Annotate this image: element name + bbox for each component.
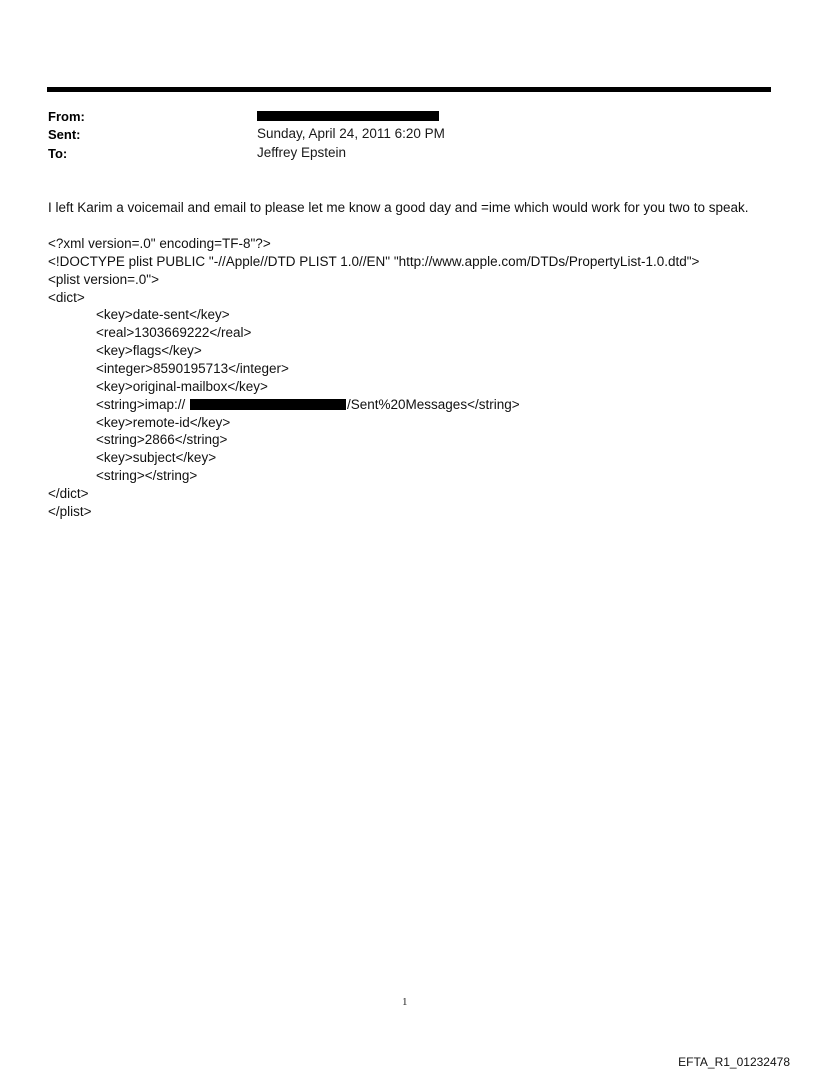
plist-open-tag: <plist version=.0">	[48, 272, 159, 287]
string-remote-id: <string>2866</string>	[96, 432, 228, 447]
key-original-mailbox: <key>original-mailbox</key>	[96, 379, 268, 394]
sent-value: Sunday, April 24, 2011 6:20 PM	[257, 126, 445, 141]
redacted-imap-address	[190, 399, 346, 410]
key-date-sent: <key>date-sent</key>	[96, 307, 230, 322]
string-imap-suffix: /Sent%20Messages</string>	[347, 397, 520, 412]
to-value: Jeffrey Epstein	[257, 145, 347, 160]
key-remote-id: <key>remote-id</key>	[96, 415, 231, 430]
page-number: 1	[402, 996, 408, 1008]
key-subject: <key>subject</key>	[96, 450, 217, 465]
redacted-from-address	[257, 111, 439, 121]
doctype-line: <!DOCTYPE plist PUBLIC "-//Apple//DTD PLIST 1.0//EN" "http://www.apple.com/DTDs/PropertyList-1.0.dtd">	[48, 254, 700, 269]
string-imap-prefix: <string>imap://	[96, 397, 186, 412]
real-value: <real>1303669222</real>	[96, 325, 252, 340]
integer-value: <integer>8590195713</integer>	[96, 361, 289, 376]
header-rule	[47, 87, 771, 92]
key-flags: <key>flags</key>	[96, 343, 202, 358]
to-label: To:	[48, 146, 68, 161]
plist-close-tag: </plist>	[48, 504, 92, 519]
sent-label: Sent:	[48, 127, 81, 142]
from-label: From:	[48, 109, 85, 124]
document-id: EFTA_R1_01232478	[678, 1055, 790, 1069]
string-subject: <string></string>	[96, 468, 198, 483]
message-body: I left Karim a voicemail and email to please let me know a good day and =ime which would work for you two to speak.	[48, 200, 749, 215]
dict-open-tag: <dict>	[48, 290, 85, 305]
xml-declaration: <?xml version=.0" encoding=TF-8"?>	[48, 236, 271, 251]
dict-close-tag: </dict>	[48, 486, 89, 501]
